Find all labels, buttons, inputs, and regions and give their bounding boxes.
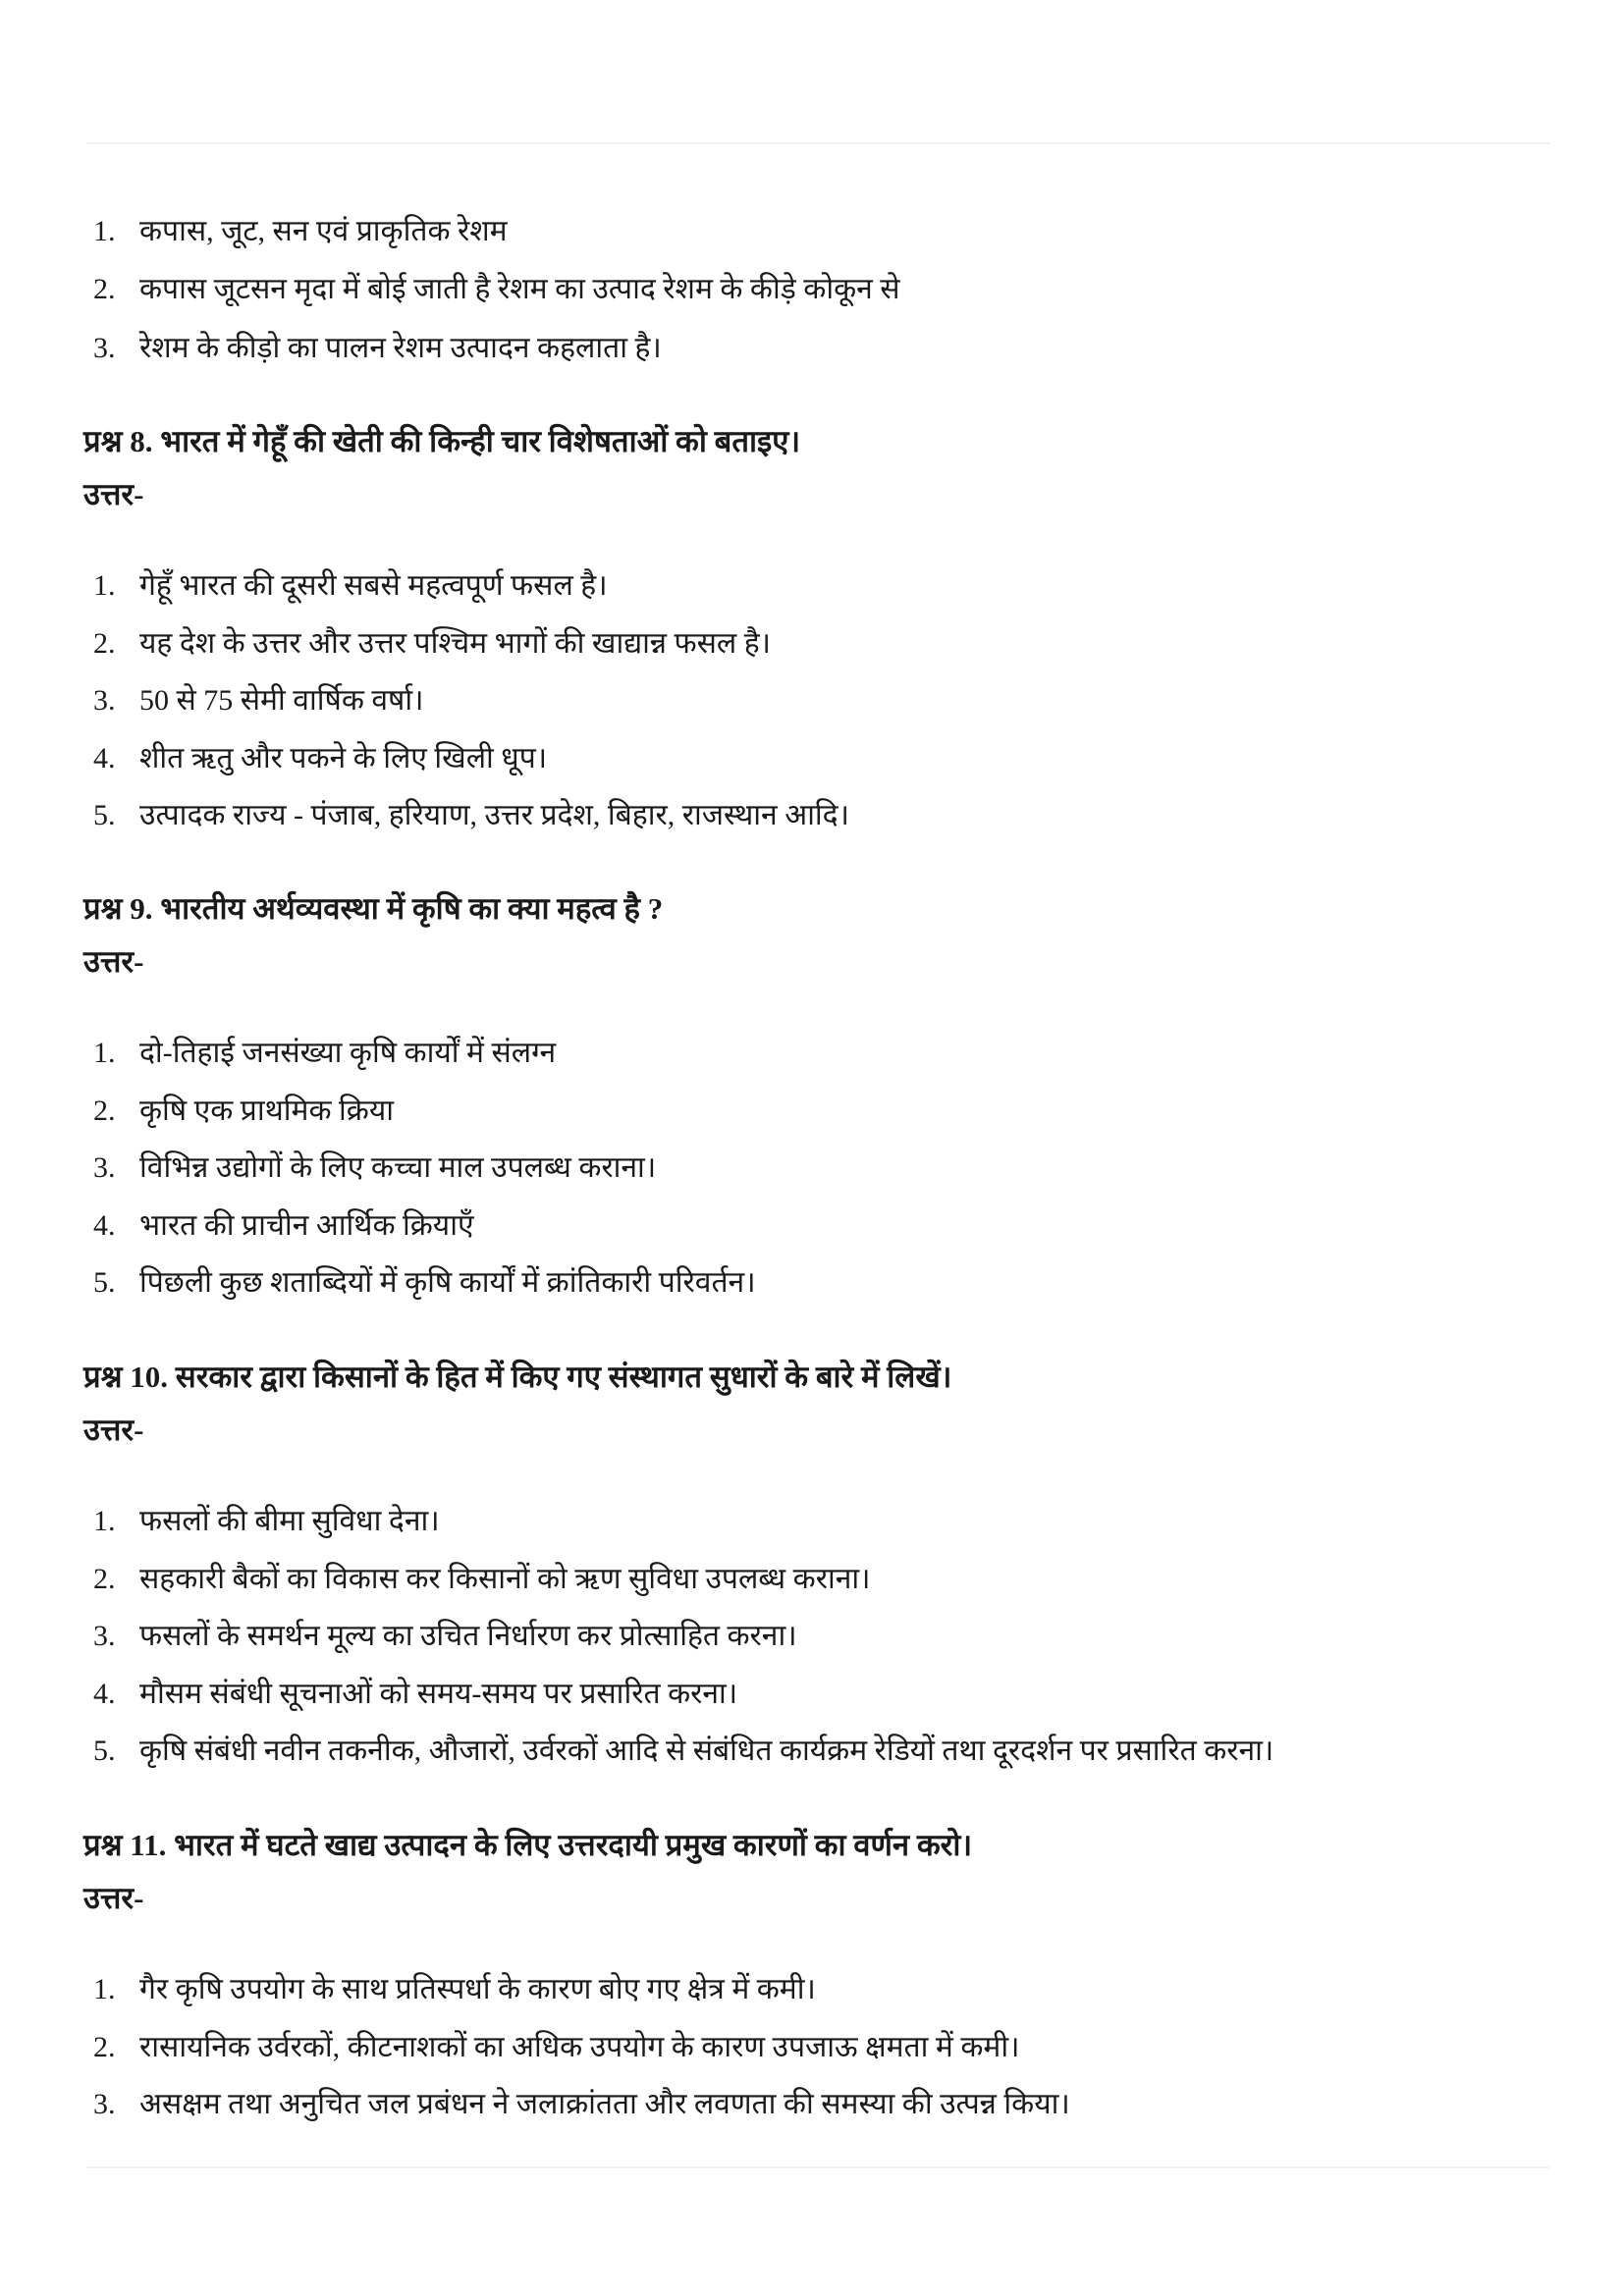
item-number: 5. bbox=[93, 1266, 116, 1299]
item-text: पिछली कुछ शताब्दियों में कृषि कार्यों में क्रांतिकारी परिवर्तन। bbox=[139, 1266, 756, 1299]
item-text: उत्पादक राज्य - पंजाब, हरियाण, उत्तर प्रदेश, बिहार, राजस्थान आदि। bbox=[139, 799, 849, 831]
list-item bbox=[93, 1617, 797, 1656]
list-item bbox=[93, 1148, 656, 1188]
list-item bbox=[93, 212, 508, 251]
item-text: मौसम संबंधी सूचनाओं को समय-समय पर प्रसारित करना। bbox=[139, 1678, 738, 1710]
list-item bbox=[93, 2085, 1070, 2124]
item-number: 5. bbox=[93, 799, 116, 831]
item-text: फसलों की बीमा सुविधा देना। bbox=[139, 1505, 440, 1537]
item-text: शीत ऋतु और पकने के लिए खिली धूप। bbox=[139, 742, 548, 774]
item-text: कृषि एक प्राथमिक क्रिया bbox=[139, 1095, 395, 1127]
list-item bbox=[93, 1206, 474, 1246]
item-number: 4. bbox=[93, 742, 116, 774]
item-number: 3. bbox=[93, 332, 116, 364]
list-item bbox=[93, 1034, 556, 1073]
item-number: 2. bbox=[93, 627, 116, 660]
top-divider bbox=[86, 142, 1549, 144]
item-number: 4. bbox=[93, 1678, 116, 1710]
item-number: 3. bbox=[93, 1151, 116, 1184]
list-item bbox=[93, 1675, 737, 1714]
item-number: 3. bbox=[93, 2088, 116, 2120]
list-item bbox=[93, 1560, 871, 1599]
item-text: सहकारी बैकों का विकास कर किसानों को ऋण सुविधा उपलब्ध कराना। bbox=[139, 1563, 871, 1595]
answer-label: उत्तर- bbox=[83, 1881, 144, 1915]
item-number: 4. bbox=[93, 1209, 116, 1242]
item-number: 2. bbox=[93, 2031, 116, 2063]
item-number: 1. bbox=[93, 1037, 116, 1069]
list-item bbox=[93, 2028, 1020, 2067]
question-heading: प्रश्न 11. भारत में घटते खाद्य उत्पादन के लिए उत्तरदायी प्रमुख कारणों का वर्णन करो। bbox=[83, 1828, 973, 1862]
list-item bbox=[93, 624, 771, 664]
item-number: 1. bbox=[93, 1505, 116, 1537]
item-text: फसलों के समर्थन मूल्य का उचित निर्धारण कर प्रोत्साहित करना। bbox=[139, 1620, 797, 1652]
item-text: दो-तिहाई जनसंख्या कृषि कार्यों में संलग्न bbox=[139, 1037, 557, 1069]
item-text: भारत की प्राचीन आर्थिक क्रियाएँ bbox=[139, 1209, 474, 1242]
item-number: 3. bbox=[93, 1620, 116, 1652]
item-number: 2. bbox=[93, 1563, 116, 1595]
list-item bbox=[93, 681, 424, 721]
item-text: यह देश के उत्तर और उत्तर पश्चिम भागों की खाद्यान्न फसल है। bbox=[139, 627, 772, 660]
item-text: विभिन्न उद्योगों के लिए कच्चा माल उपलब्ध कराना। bbox=[139, 1151, 657, 1184]
item-text: असक्षम तथा अनुचित जल प्रबंधन ने जलाक्रांतता और लवणता की समस्या की उत्पन्न किया। bbox=[139, 2088, 1070, 2120]
list-item bbox=[93, 1732, 1273, 1771]
list-item bbox=[93, 1502, 440, 1541]
item-text: कपास जूटसन मृदा में बोई जाती है रेशम का उत्पाद रेशम के कीड़े कोकून से bbox=[139, 273, 900, 305]
item-number: 2. bbox=[93, 1095, 116, 1127]
question-heading: प्रश्न 10. सरकार द्वारा किसानों के हित में किए गए संस्थागत सुधारों के बारे में लिखें। bbox=[83, 1360, 952, 1394]
item-text: रेशम के कीड़ो का पालन रेशम उत्पादन कहलाता है। bbox=[139, 332, 662, 364]
item-text: गैर कृषि उपयोग के साथ प्रतिस्पर्धा के कारण बोए गए क्षेत्र में कमी। bbox=[139, 1973, 816, 2005]
item-text: कृषि संबंधी नवीन तकनीक, औजारों, उर्वरकों आदि से संबंधित कार्यक्रम रेडियों तथा दूरदर्शन पर प्रसारित करना। bbox=[139, 1735, 1274, 1767]
list-item bbox=[93, 796, 849, 835]
question-heading: प्रश्न 9. भारतीय अर्थव्यवस्था में कृषि का क्या महत्व है ? bbox=[83, 891, 664, 926]
item-number: 1. bbox=[93, 569, 116, 602]
item-number: 3. bbox=[93, 684, 116, 717]
answer-label: उत्तर- bbox=[83, 944, 144, 979]
list-item bbox=[93, 1970, 816, 2009]
item-number: 1. bbox=[93, 1973, 116, 2005]
answer-label: उत्तर- bbox=[83, 477, 144, 511]
answer-label: उत्तर- bbox=[83, 1413, 144, 1447]
item-number: 5. bbox=[93, 1735, 116, 1767]
item-number: 2. bbox=[93, 273, 116, 305]
list-item bbox=[93, 270, 900, 309]
list-item bbox=[93, 566, 608, 606]
list-item bbox=[93, 329, 662, 368]
item-text: कपास, जूट, सन एवं प्राकृतिक रेशम bbox=[139, 215, 508, 247]
list-item bbox=[93, 1092, 394, 1131]
item-number: 1. bbox=[93, 215, 116, 247]
item-text: रासायनिक उर्वरकों, कीटनाशकों का अधिक उपयोग के कारण उपजाऊ क्षमता में कमी। bbox=[139, 2031, 1020, 2063]
bottom-divider bbox=[86, 2166, 1549, 2168]
list-item bbox=[93, 1263, 756, 1303]
list-item bbox=[93, 739, 547, 778]
item-text: गेहूँ भारत की दूसरी सबसे महत्वपूर्ण फसल है। bbox=[139, 569, 608, 602]
question-heading: प्रश्न 8. भारत में गेहूँ की खेती की किन्ही चार विशेषताओं को बताइए। bbox=[83, 424, 801, 458]
item-text: 50 से 75 सेमी वार्षिक वर्षा। bbox=[139, 684, 424, 717]
